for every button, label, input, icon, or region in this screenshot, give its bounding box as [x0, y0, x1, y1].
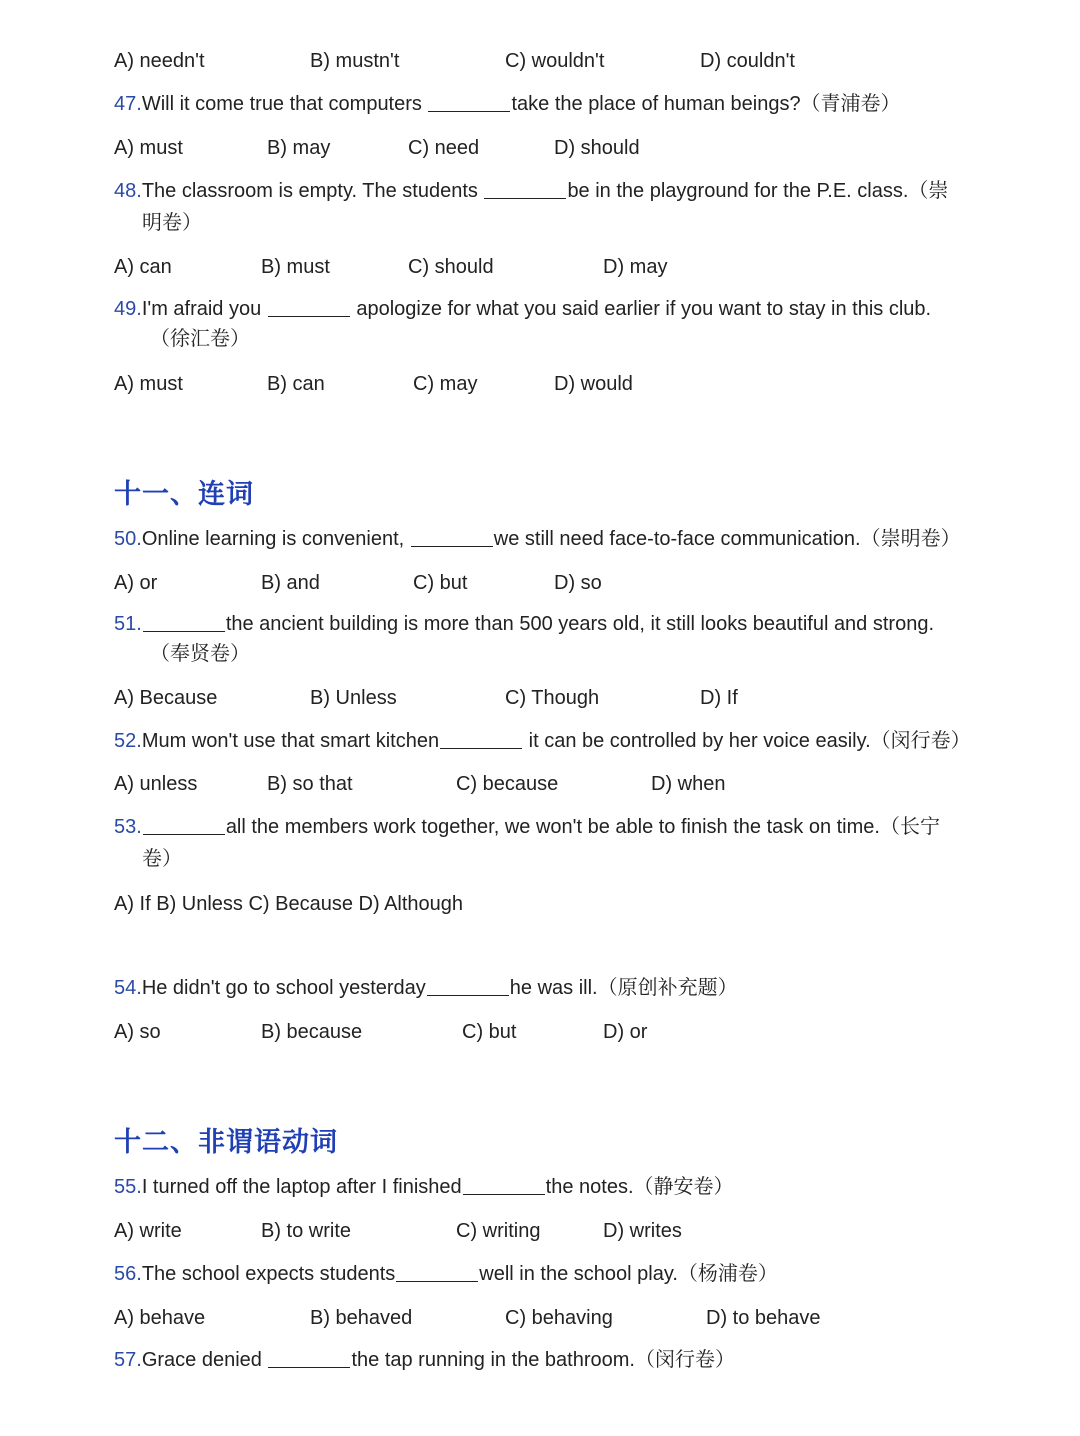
option-c: C) because — [456, 773, 559, 795]
question-53 — [114, 814, 940, 840]
question-50 — [114, 526, 961, 552]
option-b: B) Unless — [310, 687, 397, 709]
option-b: B) mustn't — [310, 50, 400, 72]
option-c: C) may — [413, 373, 478, 395]
question-48 — [114, 178, 948, 204]
question-text: the ancient building is more than 500 years old, it still looks beautiful and strong. — [225, 613, 935, 635]
option-a: A) must — [114, 373, 183, 395]
question-text: Online learning is convenient, — [141, 528, 410, 550]
answer-blank — [143, 814, 225, 835]
option-a: A) Because — [114, 687, 218, 709]
option-d: D) may — [603, 256, 668, 278]
option-a: A) or — [114, 572, 158, 594]
question-text: Grace denied — [141, 1349, 268, 1371]
question-51 — [114, 611, 934, 637]
option-d: D) should — [554, 137, 640, 159]
option-b: B) may — [267, 137, 331, 159]
question-56 — [114, 1261, 778, 1287]
option-d: D) If — [700, 687, 738, 709]
question-text: The school expects students — [141, 1263, 396, 1285]
question-number: 54. — [114, 977, 142, 999]
answer-blank — [463, 1174, 545, 1195]
option-c: C) but — [462, 1021, 517, 1043]
question-text: we still need face-to-face communication.（崇明卷） — [493, 528, 961, 550]
question-53-continued: 卷） — [142, 848, 182, 870]
option-a: A) unless — [114, 773, 198, 795]
option-d: D) would — [554, 373, 633, 395]
option-a: A) must — [114, 137, 183, 159]
question-49-continued: （徐汇卷） — [150, 328, 250, 350]
question-55 — [114, 1174, 734, 1200]
option-b: B) because — [261, 1021, 363, 1043]
question-52 — [114, 728, 971, 754]
option-a: A) needn't — [114, 50, 205, 72]
option-c: C) but — [413, 572, 468, 594]
question-text: apologize for what you said earlier if you want to stay in this club. — [350, 298, 932, 320]
option-a: A) can — [114, 256, 172, 278]
option-b: B) can — [267, 373, 325, 395]
option-c: C) behaving — [505, 1307, 613, 1329]
option-c: C) should — [408, 256, 494, 278]
question-text: Mum won't use that smart kitchen — [141, 730, 440, 752]
option-d: D) couldn't — [700, 50, 795, 72]
section-heading-non-finite-verbs: 十二、非谓语动词 — [114, 1127, 338, 1157]
option-d: D) or — [603, 1021, 648, 1043]
option-b: B) and — [261, 572, 320, 594]
question-49 — [114, 296, 931, 322]
option-d: D) to behave — [706, 1307, 821, 1329]
question-number: 57. — [114, 1349, 142, 1371]
answer-blank — [396, 1261, 478, 1282]
question-text: he was ill.（原创补充题） — [509, 977, 738, 999]
answer-blank — [268, 296, 350, 317]
answer-blank — [484, 178, 566, 199]
answer-blank — [268, 1347, 350, 1368]
option-b: B) behaved — [310, 1307, 413, 1329]
question-text: be in the playground for the P.E. class.（崇 — [567, 180, 949, 202]
question-number: 55. — [114, 1176, 142, 1198]
options-line: A) If B) Unless C) Because D) Although — [114, 893, 464, 915]
question-text: Will it come true that computers — [141, 93, 428, 115]
option-a: A) behave — [114, 1307, 206, 1329]
question-text: take the place of human beings?（青浦卷） — [511, 93, 901, 115]
question-text: He didn't go to school yesterday — [141, 977, 426, 999]
question-57 — [114, 1347, 735, 1373]
question-number: 51. — [114, 613, 142, 635]
option-c: C) need — [408, 137, 480, 159]
question-54 — [114, 975, 738, 1001]
question-text: it can be controlled by her voice easily.（闵行卷） — [523, 730, 971, 752]
question-number: 53. — [114, 816, 142, 838]
option-b: B) so that — [267, 773, 353, 795]
question-48-continued: 明卷） — [142, 212, 202, 234]
question-text: I'm afraid you — [141, 298, 267, 320]
option-c: C) wouldn't — [505, 50, 605, 72]
question-number: 47. — [114, 93, 142, 115]
question-text: the tap running in the bathroom.（闵行卷） — [351, 1349, 735, 1371]
question-number: 48. — [114, 180, 142, 202]
question-text: all the members work together, we won't be able to finish the task on time.（长宁 — [225, 816, 940, 838]
option-b: B) to write — [261, 1220, 352, 1242]
question-number: 49. — [114, 298, 142, 320]
question-text: I turned off the laptop after I finished — [141, 1176, 462, 1198]
question-number: 56. — [114, 1263, 142, 1285]
option-c: C) writing — [456, 1220, 541, 1242]
answer-blank — [143, 611, 225, 632]
answer-blank — [427, 975, 509, 996]
option-a: A) so — [114, 1021, 161, 1043]
answer-blank — [411, 526, 493, 547]
option-c: C) Though — [505, 687, 600, 709]
question-text: well in the school play.（杨浦卷） — [479, 1263, 778, 1285]
option-d: D) when — [651, 773, 726, 795]
question-number: 52. — [114, 730, 142, 752]
answer-blank — [428, 91, 510, 112]
section-heading-conjunctions: 十一、连词 — [114, 479, 254, 509]
question-text: the notes.（静安卷） — [545, 1176, 734, 1198]
question-51-continued: （奉贤卷） — [150, 643, 250, 665]
answer-blank — [440, 728, 522, 749]
question-number: 50. — [114, 528, 142, 550]
question-text: The classroom is empty. The students — [141, 180, 484, 202]
option-d: D) writes — [603, 1220, 682, 1242]
option-d: D) so — [554, 572, 602, 594]
option-b: B) must — [261, 256, 330, 278]
question-47 — [114, 91, 901, 117]
option-a: A) write — [114, 1220, 182, 1242]
